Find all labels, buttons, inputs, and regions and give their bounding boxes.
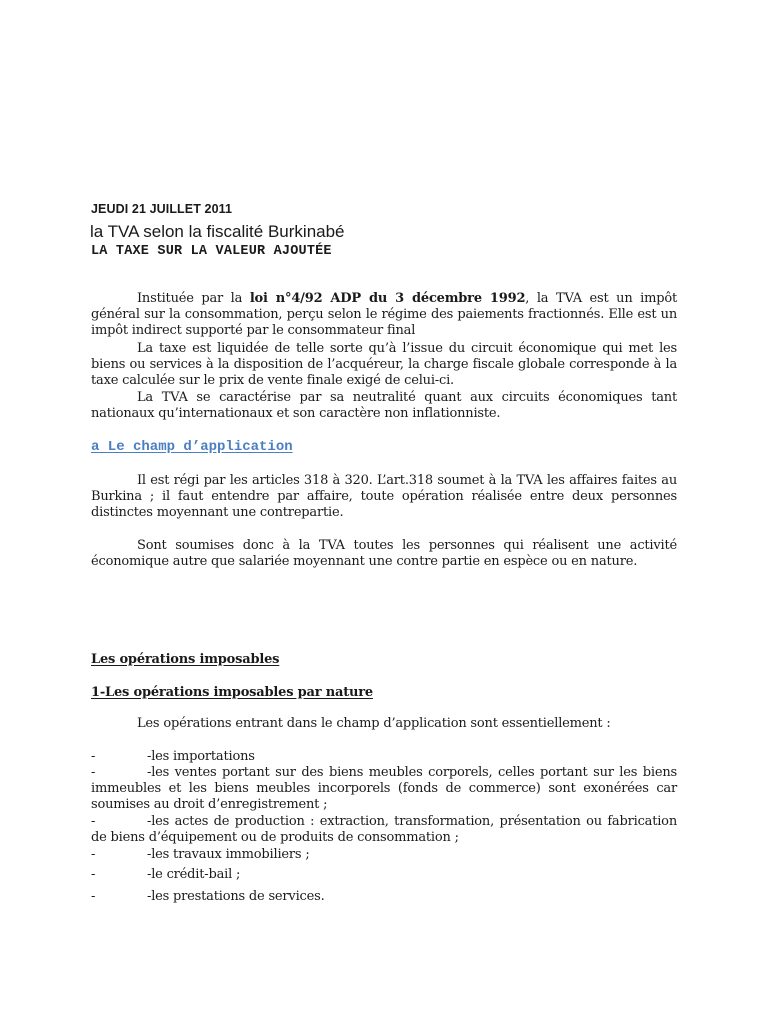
list-dash: -: [91, 847, 96, 862]
intro-paragraph-2: [91, 341, 677, 389]
law-reference: loi n°4/92 ADP du 3 décembre 1992: [249, 291, 526, 306]
list-item: [91, 749, 677, 765]
operations-intro: Les opérations entrant dans le champ d’application sont essentiellement :: [137, 716, 611, 731]
champ-paragraph-2: [91, 538, 677, 570]
operations-subheading: 1-Les opérations imposables par nature: [91, 685, 373, 700]
list-dash: -: [91, 889, 96, 904]
list-item: [91, 867, 677, 883]
post-date: JEUDI 21 JUILLET 2011: [91, 202, 233, 216]
champ-p2-text: Sont soumises donc à la TVA toutes les personnes qui réalisent une activité économique autre que salariée moyennant une contre partie en espèce ou en nature.: [91, 538, 677, 569]
post-title: la TVA selon la fiscalité Burkinabé: [90, 222, 345, 241]
intro-paragraph-1: [91, 291, 677, 339]
list-item: [91, 765, 677, 813]
intro-p3-text: La TVA se caractérise par sa neutralité quant aux circuits économiques tant nationaux qu’internationaux et son caractère non inflationniste.: [91, 390, 677, 421]
intro-p2-text: La taxe est liquidée de telle sorte qu’à l’issue du circuit économique qui met les biens ou services à la disposition de l’acquéreur, la charge fiscale globale corresponde à la taxe calculée sur le prix de vente finale exigé de celui-ci.: [91, 341, 677, 388]
list-item-text: -les actes de production : extraction, transformation, présentation ou fabrication de biens d’équipement ou de produits de consommation ;: [91, 814, 677, 845]
list-item: [91, 814, 677, 846]
list-item-text: -le crédit-bail ;: [147, 867, 241, 882]
list-dash: -: [91, 749, 96, 764]
list-item-text: -les importations: [147, 749, 255, 764]
document-heading: LA TAXE SUR LA VALEUR AJOUTÉE: [91, 244, 332, 259]
list-item: [91, 847, 677, 863]
list-item-text: -les travaux immobiliers ;: [147, 847, 310, 862]
list-dash: -: [91, 814, 96, 829]
champ-paragraph-1: [91, 473, 677, 521]
list-item-text: -les prestations de services.: [147, 889, 325, 904]
list-item: [91, 889, 677, 905]
intro-paragraph-3: [91, 390, 677, 422]
intro-p1-before: Instituée par la: [137, 291, 250, 306]
champ-application-heading[interactable]: a Le champ d’application: [91, 439, 293, 455]
list-item-text: -les ventes portant sur des biens meubles corporels, celles portant sur les biens immeubles et les biens meubles incorporels (fonds de commerce) sont exonérées car soumises au droit d’enregistrement ;: [91, 765, 677, 812]
operations-heading: Les opérations imposables: [91, 652, 280, 667]
champ-p1-text: Il est régi par les articles 318 à 320. L’art.318 soumet à la TVA les affaires faites au Burkina ; il faut entendre par affaire, toute opération réalisée entre deux personnes distinctes moyennant une contrepartie.: [91, 473, 677, 520]
list-dash: -: [91, 765, 96, 780]
intro-p1-after: , la TVA est un impôt général sur la consommation, perçu selon le régime des paiements fractionnés. Elle est un impôt indirect supporté par le consommateur final: [91, 291, 677, 338]
list-dash: -: [91, 867, 96, 882]
